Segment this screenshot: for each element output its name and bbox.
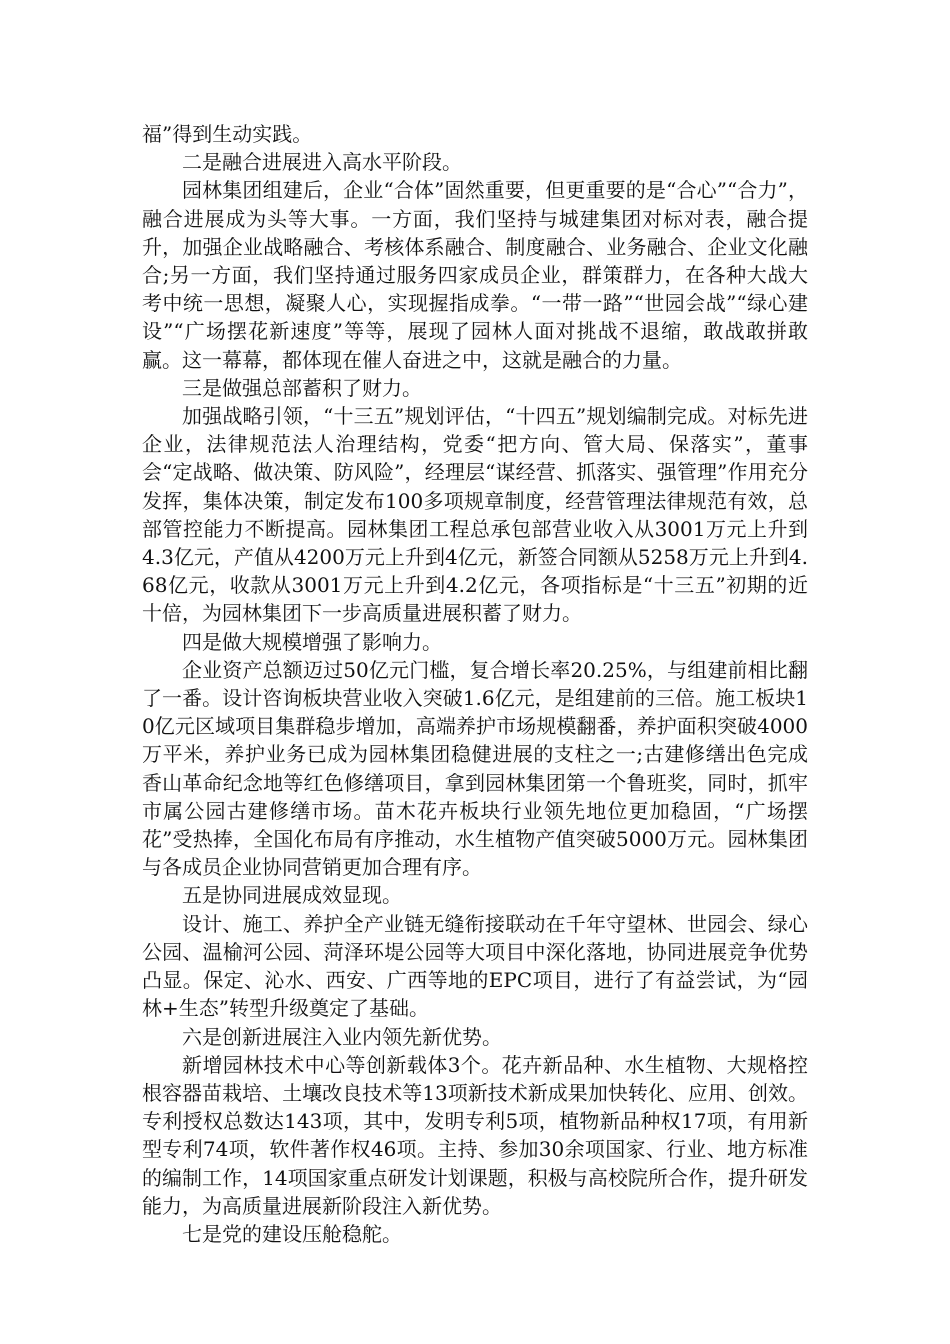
paragraph-11: 新增园林技术中心等创新载体3个。花卉新品种、水生植物、大规格控根容器苗栽培、土壤改良技术等13项新技术新成果加快转化、应用、创效。专利授权总数达143项，其中，发明专利5项，植物新品种权17项，有用新型专利74项，软件著作权46项。主持、参加30余项国家、行业、地方标准的编制工作，14项国家重点研发计划课题，积极与高校院所合作，提升研发能力，为高质量进展新阶段注入新优势。: [142, 1052, 808, 1218]
document-page: [142, 120, 808, 1248]
paragraph-1: 福”得到生动实践。: [142, 122, 313, 146]
heading-4-scale: 四是做大规模增强了影响力。: [182, 629, 442, 654]
heading-3-headquarters: 三是做强总部蓄积了财力。: [182, 375, 422, 400]
paragraph-9: 设计、施工、养护全产业链无缝衔接联动在千年守望林、世园会、绿心公园、温榆河公园、菏泽环堤公园等大项目中深化落地，协同进展竞争优势凸显。保定、沁水、西安、广西等地的EPC项目，进行了有益尝试，为“园林+生态”转型升级奠定了基础。: [142, 911, 808, 1021]
paragraph-5: 加强战略引领，“十三五”规划评估，“十四五”规划编制完成。对标先进企业，法律规范法人治理结构，党委“把方向、管大局、保落实”，董事会“定战略、做决策、防风险”，经理层“谋经营、抓落实、强管理”作用充分发挥，集体决策，制定发布100多项规章制度，经营管理法律规范有效，总部管控能力不断提高。园林集团工程总承包部营业收入从3001万元上升到4.3亿元，产值从4200万元上升到4亿元，新签合同额从5258万元上升到4.68亿元，收款从3001万元上升到4.2亿元，各项指标是“十三五”初期的近十倍，为园林集团下一步高质量进展积蓄了财力。: [142, 404, 808, 626]
heading-5-synergy: 五是协同进展成效显现。: [182, 883, 402, 908]
paragraph-3: 园林集团组建后，企业“合体”固然重要，但更重要的是“合心”“合力”，融合进展成为头等大事。一方面，我们坚持与城建集团对标对表，融合提升，加强企业战略融合、考核体系融合、制度融合、业务融合、企业文化融合;另一方面，我们坚持通过服务四家成员企业，群策群力，在各种大战大考中统一思想，凝聚人心，实现握指成拳。“一带一路”“世园会战”“绿心建设”“广场摆花新速度”等等，展现了园林人面对挑战不退缩，敢战敢拼敢赢。这一幕幕，都体现在催人奋进之中，这就是融合的力量。: [142, 178, 808, 372]
heading-2-integration: 二是融合进展进入高水平阶段。: [182, 150, 462, 175]
heading-7-party-building: 七是党的建设压舱稳舵。: [182, 1221, 402, 1246]
paragraph-7: 企业资产总额迈过50亿元门槛，复合增长率20.25%，与组建前相比翻了一番。设计咨询板块营业收入突破1.6亿元，是组建前的三倍。施工板块10亿元区域项目集群稳步增加，高端养护市场规模翻番，养护面积突破4000万平米，养护业务已成为园林集团稳健进展的支柱之一;古建修缮出色完成香山革命纪念地等红色修缮项目，拿到园林集团第一个鲁班奖，同时，抓牢市属公园古建修缮市场。苗木花卉板块行业领先地位更加稳固，“广场摆花”受热捧，全国化布局有序推动，水生植物产值突破5000万元。园林集团与各成员企业协同营销更加合理有序。: [142, 657, 808, 880]
heading-6-innovation: 六是创新进展注入业内领先新优势。: [182, 1024, 502, 1049]
